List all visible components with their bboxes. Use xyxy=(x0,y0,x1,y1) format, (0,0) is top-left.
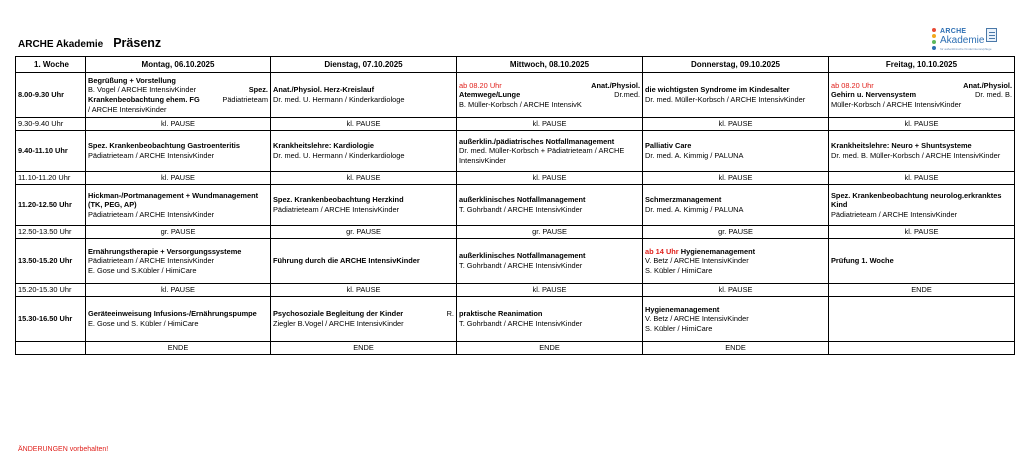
time-slot: 8.00-9.30 Uhr xyxy=(16,73,86,118)
session-title: Hygienemanagement xyxy=(680,246,756,256)
session-lecturer: Ziegler B.Vogel / ARCHE IntensivKinder xyxy=(273,319,404,328)
session-title: Atemwege/Lunge xyxy=(459,90,521,100)
session-lecturer: V. Betz / ARCHE IntensivKinder xyxy=(645,256,749,266)
table-row xyxy=(16,239,1015,284)
session-title: Anat./Physiol. xyxy=(963,80,1012,90)
session-cell xyxy=(643,297,829,342)
logo-top-text: ARCHE xyxy=(940,28,967,35)
session-title: Palliativ Care xyxy=(645,141,692,151)
session-title: Prüfung 1. Woche xyxy=(831,256,894,266)
end-cell: ENDE xyxy=(457,342,643,355)
session-lecturer: Müller-Korbsch / ARCHE IntensivKinder xyxy=(831,99,962,109)
session-lecturer: Dr. med. Müller-Korbsch + Pädiatrieteam / ARCHE IntensivKinder xyxy=(459,146,625,165)
session-cell xyxy=(457,239,643,284)
session-lecturer: T. Gohrbandt / ARCHE IntensivKinder xyxy=(459,319,583,328)
table-row xyxy=(16,226,1015,239)
session-lecturer: / ARCHE IntensivKinder xyxy=(88,104,167,114)
time-note: ab 08.20 Uhr xyxy=(459,80,502,90)
session-lecturer: Dr.med. xyxy=(614,90,640,100)
session-cell xyxy=(86,297,271,342)
pause-cell: kl. PAUSE xyxy=(86,172,271,185)
pause-cell: gr. PAUSE xyxy=(271,226,457,239)
table-row xyxy=(16,118,1015,131)
day-header-fri: Freitag, 10.10.2025 xyxy=(829,57,1015,73)
session-lecturer: Pädiatrieteam / ARCHE IntensivKinder xyxy=(88,209,215,219)
session-cell xyxy=(829,239,1015,284)
session-title: Krankheitslehre: Kardiologie xyxy=(273,141,375,151)
session-cell xyxy=(643,185,829,226)
time-slot: 15.30-16.50 Uhr xyxy=(16,297,86,342)
pause-cell: kl. PAUSE xyxy=(271,284,457,297)
session-title: Anat./Physiol. Herz-Kreislauf xyxy=(273,85,375,95)
session-cell xyxy=(271,73,457,118)
session-title: die wichtigsten Syndrome im Kindesalter xyxy=(645,85,790,95)
time-note: ab 14 Uhr xyxy=(645,246,679,256)
changes-reserved-note: ÄNDERUNGEN vorbehalten! xyxy=(18,446,109,453)
empty-cell xyxy=(829,342,1015,355)
time-slot: 11.10-11.20 Uhr xyxy=(16,172,86,185)
session-lecturer: S. Kübler / HimiCare xyxy=(645,265,713,275)
pause-cell: kl. PAUSE xyxy=(829,226,1015,239)
session-title: Begrüßung + Vorstellung xyxy=(88,75,176,85)
session-lecturer: S. Kübler / HimiCare xyxy=(645,323,713,333)
session-title: Geräteeinweisung Infusions-/Ernährungspumpe xyxy=(88,309,257,319)
page-header xyxy=(18,36,161,50)
session-title: Krankenbeobachtung ehem. FG xyxy=(88,95,200,104)
pause-cell: kl. PAUSE xyxy=(457,172,643,185)
pause-cell: kl. PAUSE xyxy=(457,118,643,131)
session-cell xyxy=(86,73,271,118)
session-cell xyxy=(643,131,829,172)
session-cell xyxy=(643,73,829,118)
session-cell xyxy=(86,239,271,284)
session-title: Spez. xyxy=(248,85,268,95)
end-cell: ENDE xyxy=(643,342,829,355)
header-row xyxy=(16,57,1015,73)
session-lecturer: Pädiatrieteam / ARCHE IntensivKinder xyxy=(88,256,215,266)
session-lecturer: Pädiatrieteam / ARCHE IntensivKinder xyxy=(831,209,958,219)
session-title: Schmerzmanagement xyxy=(645,195,722,205)
table-row xyxy=(16,131,1015,172)
session-lecturer: Pädiatrieteam / ARCHE IntensivKinder xyxy=(88,151,215,160)
session-cell xyxy=(829,185,1015,226)
pause-cell: kl. PAUSE xyxy=(86,118,271,131)
time-slot: 12.50-13.50 Uhr xyxy=(16,226,86,239)
session-cell xyxy=(86,131,271,172)
session-lecturer: Pädiatrieteam / ARCHE IntensivKinder xyxy=(273,205,400,214)
logo-sub-text: für außerklinische Kinderintensivpflege xyxy=(940,47,992,51)
document-icon xyxy=(986,28,997,42)
pause-cell: kl. PAUSE xyxy=(829,118,1015,131)
session-lecturer: V. Betz / ARCHE IntensivKinder xyxy=(645,314,749,324)
table-row xyxy=(16,185,1015,226)
time-slot: 11.20-12.50 Uhr xyxy=(16,185,86,226)
session-lecturer: Dr. med. Müller-Korbsch / ARCHE IntensivKinder xyxy=(645,95,806,104)
session-cell xyxy=(271,239,457,284)
org-name: ARCHE Akademie xyxy=(18,39,104,50)
course-mode: Präsenz xyxy=(113,36,162,50)
pause-cell: gr. PAUSE xyxy=(457,226,643,239)
end-cell: ENDE xyxy=(271,342,457,355)
session-lecturer: Pädiatrieteam xyxy=(222,95,268,104)
session-cell xyxy=(271,131,457,172)
session-lecturer: B. Müller-Korbsch / ARCHE IntensivK xyxy=(459,99,582,109)
time-slot: 9.40-11.10 Uhr xyxy=(16,131,86,172)
session-title: praktische Reanimation xyxy=(459,309,543,319)
logo-main-text: Akademie xyxy=(940,35,985,46)
day-header-wed: Mittwoch, 08.10.2025 xyxy=(457,57,643,73)
table-row xyxy=(16,73,1015,118)
session-lecturer: E. Gose und S.Kübler / HimiCare xyxy=(88,265,197,275)
pause-cell: kl. PAUSE xyxy=(86,284,271,297)
pause-cell: gr. PAUSE xyxy=(643,226,829,239)
session-title: Spez. Krankenbeobachtung Herzkind xyxy=(273,195,404,205)
week-label: 1. Woche xyxy=(16,57,86,73)
arche-akademie-logo xyxy=(930,26,1012,54)
session-title: Hickman-/Portmanagement + Wundmanagement (TK, PEG, AP) xyxy=(88,190,259,210)
time-slot: 9.30-9.40 Uhr xyxy=(16,118,86,131)
empty-cell xyxy=(829,297,1015,342)
session-lecturer: Dr. med. B. xyxy=(975,90,1012,100)
session-cell xyxy=(829,131,1015,172)
pause-cell: kl. PAUSE xyxy=(457,284,643,297)
time-slot: 15.20-15.30 Uhr xyxy=(16,284,86,297)
session-title: Führung durch die ARCHE IntensivKinder xyxy=(273,256,420,266)
session-title: Hygienemanagement xyxy=(645,304,720,314)
day-header-thu: Donnerstag, 09.10.2025 xyxy=(643,57,829,73)
pause-cell: kl. PAUSE xyxy=(643,284,829,297)
session-title: Anat./Physiol. xyxy=(591,80,640,90)
pause-cell: kl. PAUSE xyxy=(271,118,457,131)
session-lecturer: E. Gose und S. Kübler / HimiCare xyxy=(88,319,199,328)
session-lecturer: Dr. med. U. Hermann / Kinderkardiologe xyxy=(273,95,405,104)
pause-cell: kl. PAUSE xyxy=(643,172,829,185)
pause-cell: ENDE xyxy=(829,284,1015,297)
pause-cell: kl. PAUSE xyxy=(643,118,829,131)
session-title: außerklin./pädiatrisches Notfallmanagement xyxy=(459,136,615,146)
table-row xyxy=(16,297,1015,342)
empty-cell xyxy=(16,342,86,355)
session-cell xyxy=(271,185,457,226)
session-cell xyxy=(86,185,271,226)
session-title: Gehirn u. Nervensystem xyxy=(831,90,917,100)
session-title: Psychosoziale Begleitung der Kinder xyxy=(273,309,404,319)
session-lecturer: T. Gohrbandt / ARCHE IntensivKinder xyxy=(459,261,583,270)
table-row xyxy=(16,284,1015,297)
session-title: Krankheitslehre: Neuro + Shuntsysteme xyxy=(831,141,972,151)
session-cell xyxy=(829,73,1015,118)
end-cell: ENDE xyxy=(86,342,271,355)
session-lecturer: Dr. med. A. Kimmig / PALUNA xyxy=(645,205,744,214)
logo-dots-icon xyxy=(930,28,938,52)
session-lecturer: B. Vogel / ARCHE IntensivKinder xyxy=(88,85,197,95)
time-note: ab 08.20 Uhr xyxy=(831,80,874,90)
pause-cell: kl. PAUSE xyxy=(829,172,1015,185)
session-lecturer: Dr. med. U. Hermann / Kinderkardiologe xyxy=(273,151,405,160)
day-header-mon: Montag, 06.10.2025 xyxy=(86,57,271,73)
session-cell xyxy=(271,297,457,342)
session-lecturer: R. xyxy=(446,309,454,319)
session-lecturer: Dr. med. A. Kimmig / PALUNA xyxy=(645,151,744,160)
session-lecturer: T. Gohrbandt / ARCHE IntensivKinder xyxy=(459,205,583,214)
session-cell xyxy=(457,185,643,226)
session-cell xyxy=(457,297,643,342)
pause-cell: kl. PAUSE xyxy=(271,172,457,185)
table-row xyxy=(16,342,1015,355)
session-cell xyxy=(643,239,829,284)
session-cell xyxy=(457,73,643,118)
session-cell xyxy=(457,131,643,172)
pause-cell: gr. PAUSE xyxy=(86,226,271,239)
session-title: Spez. Krankenbeobachtung neurolog.erkranktes Kind xyxy=(831,190,1002,210)
session-title: Spez. Krankenbeobachtung Gastroenteritis xyxy=(88,141,240,151)
table-row xyxy=(16,172,1015,185)
day-header-tue: Dienstag, 07.10.2025 xyxy=(271,57,457,73)
time-slot: 13.50-15.20 Uhr xyxy=(16,239,86,284)
session-title: außerklinisches Notfallmanagement xyxy=(459,251,586,261)
session-lecturer: Dr. med. B. Müller-Korbsch / ARCHE IntensivKinder xyxy=(831,151,1001,160)
session-title: außerklinisches Notfallmanagement xyxy=(459,195,586,205)
session-title: Ernährungstherapie + Versorgungssysteme xyxy=(88,246,242,256)
schedule-table xyxy=(15,56,1015,355)
